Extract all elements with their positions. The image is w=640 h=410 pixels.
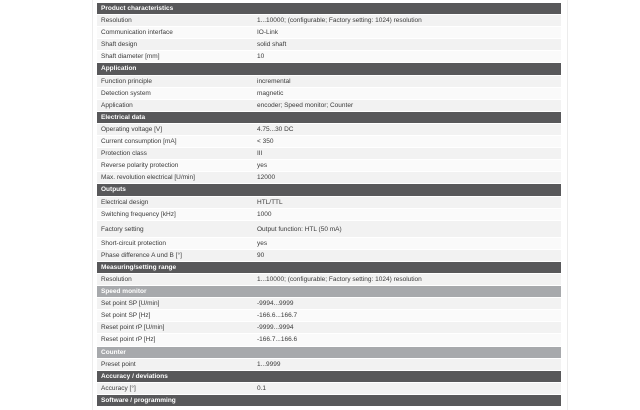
row-value: IO-Link xyxy=(257,29,278,37)
table-row xyxy=(97,39,561,51)
row-value: -166.7...166.6 xyxy=(257,336,298,344)
section-header: Measuring/setting range xyxy=(97,262,561,274)
row-value: -166.6...166.7 xyxy=(257,312,298,320)
table-row xyxy=(97,15,561,27)
row-label: Set point SP [U/min] xyxy=(101,300,160,308)
row-label: Short-circuit protection xyxy=(101,239,167,247)
section-header: Speed monitor xyxy=(97,286,561,298)
row-label: Reset point rP [Hz] xyxy=(101,336,156,344)
table-row xyxy=(97,76,561,88)
table-row xyxy=(97,88,561,100)
section-header: Electrical data xyxy=(97,112,561,124)
row-label: Function principle xyxy=(101,77,152,85)
row-label: Phase difference A und B [°] xyxy=(101,251,182,259)
row-value: incremental xyxy=(257,77,291,85)
table-row xyxy=(97,322,561,334)
row-value: < 350 xyxy=(257,138,274,146)
row-label: Shaft design xyxy=(101,41,138,49)
row-value: 1...10000; (configurable; Factory setting: 1024) resolution xyxy=(257,275,422,283)
table-row xyxy=(97,172,561,184)
row-value: 1000 xyxy=(257,210,272,218)
spec-table xyxy=(97,3,561,407)
row-value: 10 xyxy=(257,53,265,61)
row-label: Max. revolution electrical [U/min] xyxy=(101,174,195,182)
row-value: 12000 xyxy=(257,174,276,182)
row-label: Accuracy [°] xyxy=(101,384,136,392)
table-row xyxy=(97,197,561,209)
row-label: Resolution xyxy=(101,275,132,283)
table-row xyxy=(97,221,561,238)
table-row xyxy=(97,250,561,262)
table-row xyxy=(97,359,561,371)
row-value: yes xyxy=(257,162,268,170)
table-row xyxy=(97,124,561,136)
row-label: Factory setting xyxy=(101,225,144,233)
row-label: Detection system xyxy=(101,89,151,97)
section-header: Counter xyxy=(97,347,561,359)
row-label: Shaft diameter [mm] xyxy=(101,53,160,61)
table-row xyxy=(97,298,561,310)
row-label: Preset point xyxy=(101,360,136,368)
row-value: 90 xyxy=(257,251,265,259)
row-label: Set point SP [Hz] xyxy=(101,312,151,320)
row-value: Output function: HTL (50 mA) xyxy=(257,225,342,233)
row-label: Reset point rP [U/min] xyxy=(101,324,165,332)
row-value: 4.75...30 DC xyxy=(257,125,294,133)
table-row xyxy=(97,148,561,160)
table-row xyxy=(97,27,561,39)
row-label: Application xyxy=(101,101,133,109)
row-value: magnetic xyxy=(257,89,284,97)
table-row xyxy=(97,209,561,221)
section-header: Accuracy / deviations xyxy=(97,371,561,383)
table-row xyxy=(97,160,561,172)
row-value: 1...9999 xyxy=(257,360,281,368)
table-row xyxy=(97,100,561,112)
section-header: Application xyxy=(97,63,561,75)
row-label: Electrical design xyxy=(101,198,149,206)
row-value: 0.1 xyxy=(257,384,267,392)
row-label: Communication interface xyxy=(101,29,173,37)
row-label: Switching frequency [kHz] xyxy=(101,210,176,218)
row-label: Resolution xyxy=(101,17,132,25)
table-row xyxy=(97,274,561,286)
row-label: Reverse polarity protection xyxy=(101,162,179,170)
table-row xyxy=(97,334,561,346)
row-value: 1...10000; (configurable; Factory setting: 1024) resolution xyxy=(257,17,422,25)
row-value: -9999...9994 xyxy=(257,324,294,332)
table-row xyxy=(97,383,561,395)
row-value: -9994...9999 xyxy=(257,300,294,308)
table-row xyxy=(97,238,561,250)
row-value: encoder; Speed monitor; Counter xyxy=(257,101,354,109)
row-value: HTL/TTL xyxy=(257,198,283,206)
row-value: yes xyxy=(257,239,268,247)
row-label: Operating voltage [V] xyxy=(101,125,163,133)
table-row xyxy=(97,310,561,322)
row-label: Current consumption [mA] xyxy=(101,138,177,146)
section-header: Software / programming xyxy=(97,395,561,407)
row-value: solid shaft xyxy=(257,41,287,49)
section-header: Product characteristics xyxy=(97,3,561,15)
row-label: Protection class xyxy=(101,150,147,158)
row-value: III xyxy=(257,150,263,158)
table-row xyxy=(97,51,561,63)
table-row xyxy=(97,136,561,148)
section-header: Outputs xyxy=(97,184,561,196)
